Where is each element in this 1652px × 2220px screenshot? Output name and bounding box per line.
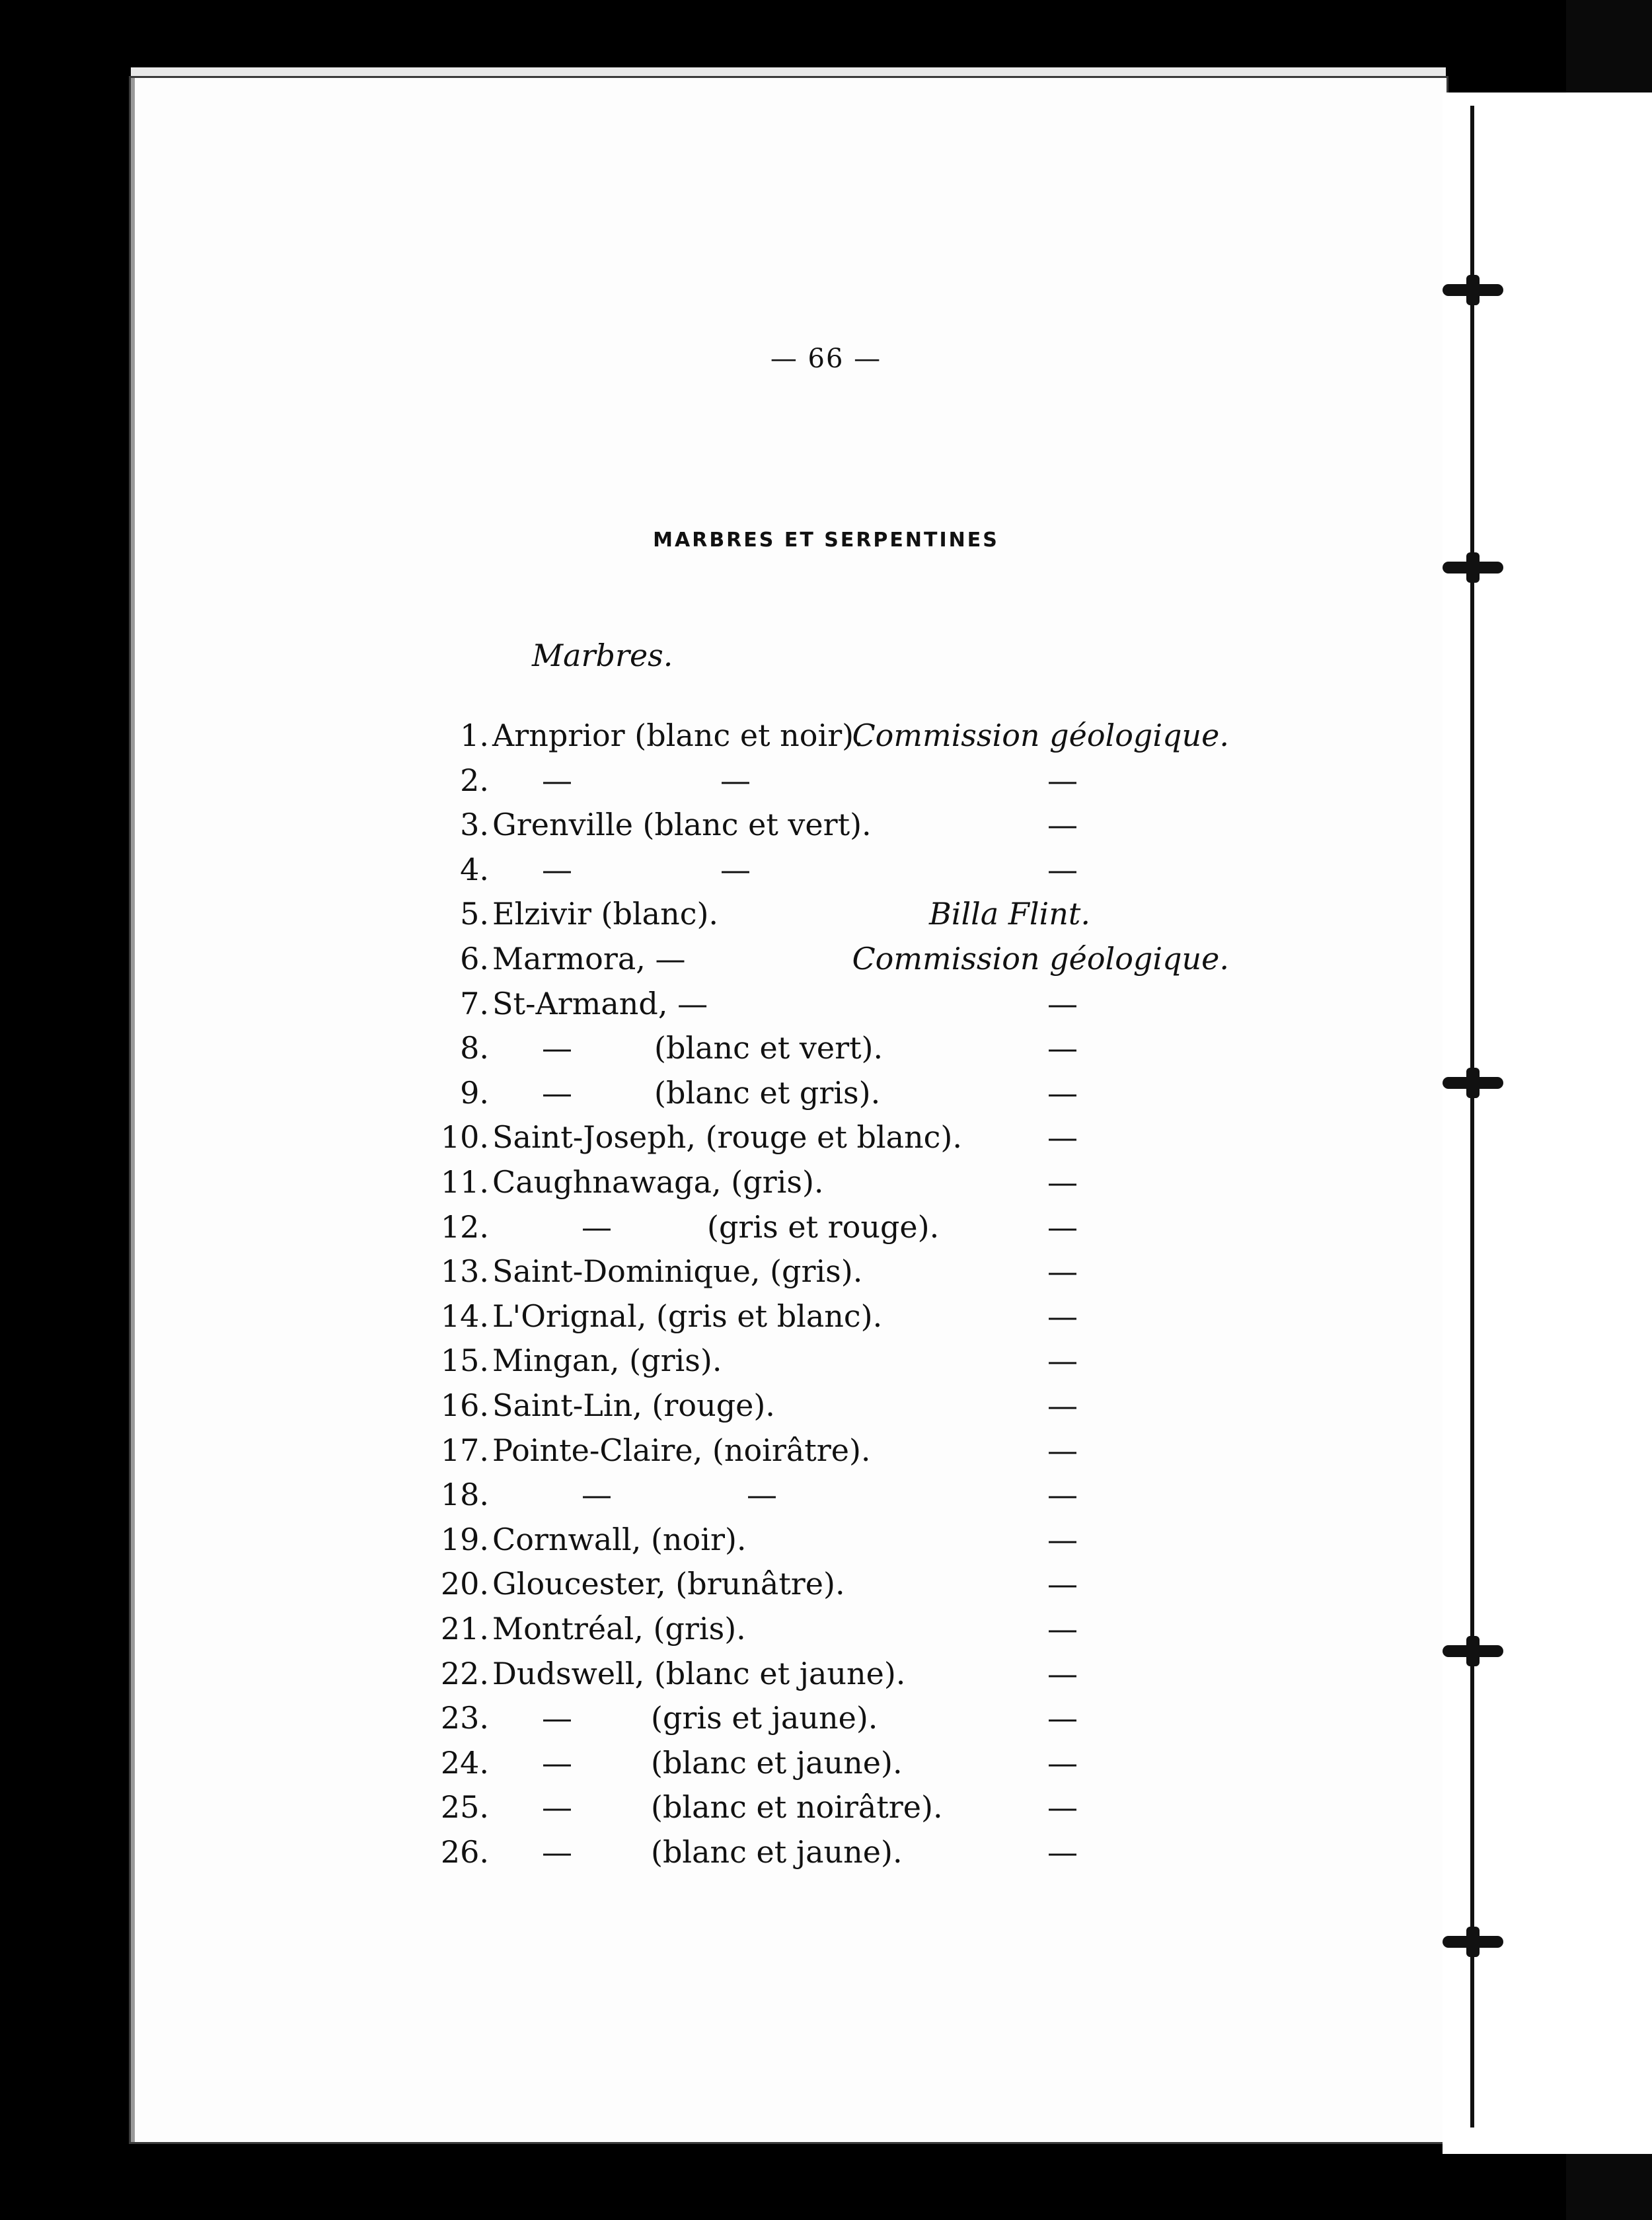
entry-name: — bbox=[542, 1030, 572, 1066]
entry-name: Marmora, — bbox=[492, 941, 686, 977]
entry-number: 21. bbox=[440, 1611, 489, 1646]
entry-number: 14. bbox=[440, 1298, 489, 1334]
entry-name: Dudswell, (blanc et jaune). bbox=[492, 1655, 906, 1691]
entry-number: 20. bbox=[440, 1566, 489, 1602]
entry-name: — bbox=[542, 1074, 572, 1111]
list-item bbox=[0, 1339, 1652, 1382]
entry-description: (blanc et noirâtre). bbox=[651, 1789, 943, 1826]
entry-number: 18. bbox=[440, 1477, 489, 1513]
stitch-mark bbox=[1443, 284, 1503, 296]
entry-name: St-Armand, — bbox=[492, 985, 708, 1021]
entry-source: — bbox=[1047, 1611, 1078, 1646]
entry-source: — bbox=[1047, 1566, 1078, 1602]
list-item bbox=[0, 1652, 1652, 1695]
entry-source: — bbox=[1047, 807, 1078, 843]
entry-description: (gris et rouge). bbox=[707, 1208, 940, 1245]
entry-name: Caughnawaga, (gris). bbox=[492, 1164, 824, 1200]
entry-number: 24. bbox=[440, 1744, 489, 1781]
list-item bbox=[0, 1294, 1652, 1338]
entry-number: 8. bbox=[460, 1030, 489, 1066]
entry-source: — bbox=[1047, 1119, 1078, 1156]
list-item bbox=[0, 1249, 1652, 1293]
entry-source: — bbox=[1047, 1030, 1078, 1066]
entry-number: 9. bbox=[460, 1074, 489, 1111]
list-item bbox=[0, 848, 1652, 891]
entry-number: 22. bbox=[440, 1655, 489, 1691]
section-title: MARBRES ET SERPENTINES bbox=[653, 529, 999, 552]
entry-number: 3. bbox=[460, 807, 489, 843]
entry-name: Pointe-Claire, (noirâtre). bbox=[492, 1432, 871, 1468]
entry-source: — bbox=[1047, 1343, 1078, 1379]
entry-name: — bbox=[542, 1789, 572, 1826]
list-item bbox=[0, 1785, 1652, 1829]
entry-source: — bbox=[1047, 1253, 1078, 1290]
entry-number: 26. bbox=[440, 1834, 489, 1870]
list-item bbox=[0, 1607, 1652, 1650]
entry-number: 6. bbox=[460, 941, 489, 977]
list-item bbox=[0, 1115, 1652, 1159]
list-item bbox=[0, 1071, 1652, 1115]
entry-source: — bbox=[1047, 1477, 1078, 1513]
list-item bbox=[0, 1696, 1652, 1740]
entry-description: — bbox=[720, 762, 751, 798]
entry-source: Commission géologique. bbox=[852, 941, 1229, 977]
entry-name: — bbox=[582, 1477, 612, 1513]
entry-number: 17. bbox=[440, 1432, 489, 1468]
entry-source: — bbox=[1047, 1208, 1078, 1245]
entry-description: (blanc et jaune). bbox=[651, 1834, 903, 1870]
list-item bbox=[0, 892, 1652, 936]
entry-name: Saint-Lin, (rouge). bbox=[492, 1388, 775, 1423]
entry-number: 2. bbox=[460, 762, 489, 798]
entry-number: 13. bbox=[440, 1253, 489, 1290]
list-item bbox=[0, 1160, 1652, 1204]
entry-name: Gloucester, (brunâtre). bbox=[492, 1566, 845, 1602]
entry-source: — bbox=[1047, 1700, 1078, 1736]
entry-source: — bbox=[1047, 1074, 1078, 1111]
entry-number: 23. bbox=[440, 1700, 489, 1736]
entry-description: (blanc et gris). bbox=[654, 1074, 881, 1111]
entry-source: — bbox=[1047, 1744, 1078, 1781]
entry-number: 4. bbox=[460, 851, 489, 887]
subsection-title: Marbres. bbox=[532, 638, 673, 673]
list-item bbox=[0, 714, 1652, 757]
entry-number: 12. bbox=[440, 1208, 489, 1245]
list-item bbox=[0, 982, 1652, 1025]
stitch-mark bbox=[1443, 562, 1503, 574]
list-item bbox=[0, 1562, 1652, 1606]
list-item bbox=[0, 1384, 1652, 1427]
entry-source: — bbox=[1047, 985, 1078, 1021]
entry-source: Commission géologique. bbox=[852, 718, 1229, 753]
entry-source: — bbox=[1047, 1388, 1078, 1423]
entry-description: (gris et jaune). bbox=[651, 1700, 878, 1736]
entry-number: 19. bbox=[440, 1521, 489, 1557]
entry-source: — bbox=[1047, 1432, 1078, 1468]
stitch-mark bbox=[1443, 1936, 1503, 1948]
entry-source: — bbox=[1047, 1164, 1078, 1200]
list-item bbox=[0, 758, 1652, 802]
entry-name: Grenville (blanc et vert). bbox=[492, 807, 872, 843]
list-item bbox=[0, 1741, 1652, 1785]
list-item bbox=[0, 1205, 1652, 1249]
entry-number: 7. bbox=[460, 985, 489, 1021]
entry-number: 15. bbox=[440, 1343, 489, 1379]
entry-source: — bbox=[1047, 1789, 1078, 1826]
entry-name: — bbox=[542, 762, 572, 798]
entry-number: 16. bbox=[440, 1388, 489, 1423]
entry-source: — bbox=[1047, 1298, 1078, 1334]
entry-name: Arnprior (blanc et noir). bbox=[492, 718, 864, 753]
entry-number: 10. bbox=[440, 1119, 489, 1156]
entry-description: (blanc et vert). bbox=[654, 1030, 883, 1066]
entry-source: — bbox=[1047, 1655, 1078, 1691]
entry-name: — bbox=[542, 851, 572, 887]
entry-name: Montréal, (gris). bbox=[492, 1611, 746, 1646]
entry-description: — bbox=[747, 1477, 777, 1513]
list-item bbox=[0, 1428, 1652, 1472]
list-item bbox=[0, 1473, 1652, 1516]
entry-number: 5. bbox=[460, 896, 489, 932]
entry-name: Mingan, (gris). bbox=[492, 1343, 722, 1379]
entry-name: — bbox=[542, 1744, 572, 1781]
entry-description: (blanc et jaune). bbox=[651, 1744, 903, 1781]
list-item bbox=[0, 1830, 1652, 1874]
list-item bbox=[0, 1026, 1652, 1070]
list-item bbox=[0, 937, 1652, 980]
list-item bbox=[0, 803, 1652, 846]
entry-name: Cornwall, (noir). bbox=[492, 1521, 747, 1557]
entry-name: Saint-Joseph, (rouge et blanc). bbox=[492, 1119, 963, 1156]
entry-source: — bbox=[1047, 762, 1078, 798]
entry-name: — bbox=[542, 1700, 572, 1736]
page-number: — 66 — bbox=[770, 344, 882, 374]
entry-description: — bbox=[720, 851, 751, 887]
entry-source: — bbox=[1047, 1834, 1078, 1870]
entry-number: 11. bbox=[440, 1164, 489, 1200]
entry-name: — bbox=[582, 1208, 612, 1245]
entry-name: — bbox=[542, 1834, 572, 1870]
list-item bbox=[0, 1518, 1652, 1561]
entry-name: L'Orignal, (gris et blanc). bbox=[492, 1298, 883, 1334]
entry-number: 1. bbox=[460, 718, 489, 753]
entry-number: 25. bbox=[440, 1789, 489, 1826]
entry-source: — bbox=[1047, 1521, 1078, 1557]
entry-name: Saint-Dominique, (gris). bbox=[492, 1253, 863, 1290]
entry-name: Elzivir (blanc). bbox=[492, 896, 719, 932]
entry-source: Billa Flint. bbox=[928, 896, 1090, 932]
entry-source: — bbox=[1047, 851, 1078, 887]
